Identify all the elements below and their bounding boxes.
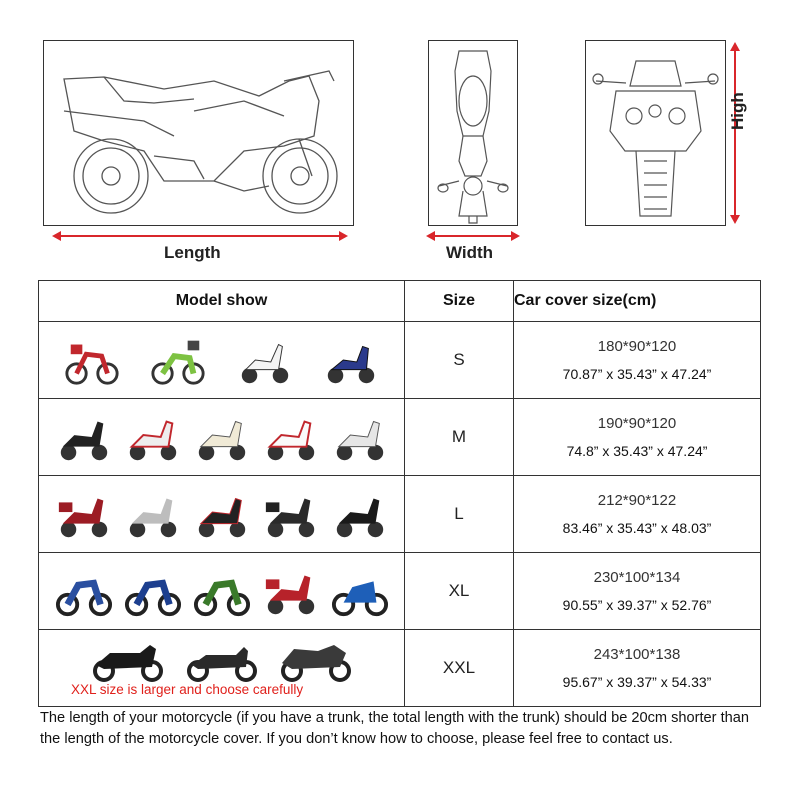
width-arrow	[426, 229, 520, 243]
cover-size-xxl	[514, 630, 761, 707]
motorcycle-front-drawing	[586, 41, 725, 225]
cruiser-motorcycle-image	[184, 639, 260, 683]
scooter-image	[55, 486, 113, 542]
cover-inch: 95.67” x 39.37” x 54.33”	[562, 673, 712, 690]
model-images-xxl	[39, 630, 405, 707]
sizing-note: The length of your motorcycle (if you have a trunk, the total length with the trunk) should be 20cm shorter than the length of the motorcycle cover. If you don’t know how to choose, please feel free to contact us.	[40, 710, 749, 747]
size-s: S	[405, 322, 514, 399]
table-row	[39, 553, 761, 630]
model-images-m	[39, 399, 405, 476]
scooter-image	[262, 563, 320, 619]
cover-cm: 243*100*138	[593, 646, 681, 664]
cover-size-s	[514, 322, 761, 399]
cover-cm: 180*90*120	[597, 338, 677, 356]
side-view-diagram	[43, 40, 354, 226]
size-xxl: XXL	[405, 630, 514, 707]
front-view-diagram	[585, 40, 726, 226]
header-cover-size: Car cover size(cm)	[514, 281, 761, 322]
scooter-image	[322, 332, 380, 388]
cover-inch: 70.87” x 35.43” x 47.24”	[562, 365, 712, 382]
size-table	[38, 280, 761, 707]
top-view-diagram	[428, 40, 518, 226]
scooter-image	[262, 486, 320, 542]
motorcycle-image	[124, 563, 182, 619]
cover-size-l	[514, 476, 761, 553]
cover-cm: 230*100*134	[593, 569, 681, 587]
table-header-row	[39, 281, 761, 322]
size-l: L	[405, 476, 514, 553]
cover-cm: 190*90*120	[597, 415, 677, 433]
length-label: Length	[164, 243, 221, 262]
model-images-l	[39, 476, 405, 553]
motorcycle-image	[55, 563, 113, 619]
high-label: High	[728, 92, 747, 130]
scooter-image	[331, 486, 389, 542]
electric-bike-image	[63, 332, 121, 388]
high-arrow	[728, 42, 742, 224]
motorcycle-side-drawing	[44, 41, 353, 225]
motorcycle-image	[331, 563, 389, 619]
model-images-s	[39, 322, 405, 399]
cruiser-motorcycle-image	[90, 639, 166, 683]
touring-motorcycle-image	[278, 639, 354, 683]
scooter-image	[55, 409, 113, 465]
cover-size-m	[514, 399, 761, 476]
cover-inch: 90.55” x 39.37” x 52.76”	[562, 596, 712, 613]
scooter-image	[124, 409, 182, 465]
width-label: Width	[446, 243, 494, 262]
cover-inch: 83.46” x 35.43” x 48.03”	[562, 519, 712, 536]
table-row	[39, 476, 761, 553]
size-m: M	[405, 399, 514, 476]
motorcycle-image	[193, 563, 251, 619]
scooter-image	[124, 486, 182, 542]
cover-inch: 74.8” x 35.43” x 47.24”	[566, 442, 708, 459]
xxl-warning-text: XXL size is larger and choose carefully	[71, 682, 304, 697]
electric-bike-image	[149, 332, 207, 388]
size-xl: XL	[405, 553, 514, 630]
scooter-image	[193, 409, 251, 465]
cover-size-xl	[514, 553, 761, 630]
model-images-xl	[39, 553, 405, 630]
header-model-show: Model show	[39, 281, 405, 322]
length-arrow	[52, 229, 348, 243]
cover-cm: 212*90*122	[597, 492, 677, 510]
scooter-image	[331, 409, 389, 465]
table-row	[39, 322, 761, 399]
table-row	[39, 630, 761, 707]
header-size: Size	[405, 281, 514, 322]
scooter-image	[193, 486, 251, 542]
motorcycle-top-drawing	[429, 41, 517, 225]
scooter-image	[236, 332, 294, 388]
table-row	[39, 399, 761, 476]
scooter-image	[262, 409, 320, 465]
